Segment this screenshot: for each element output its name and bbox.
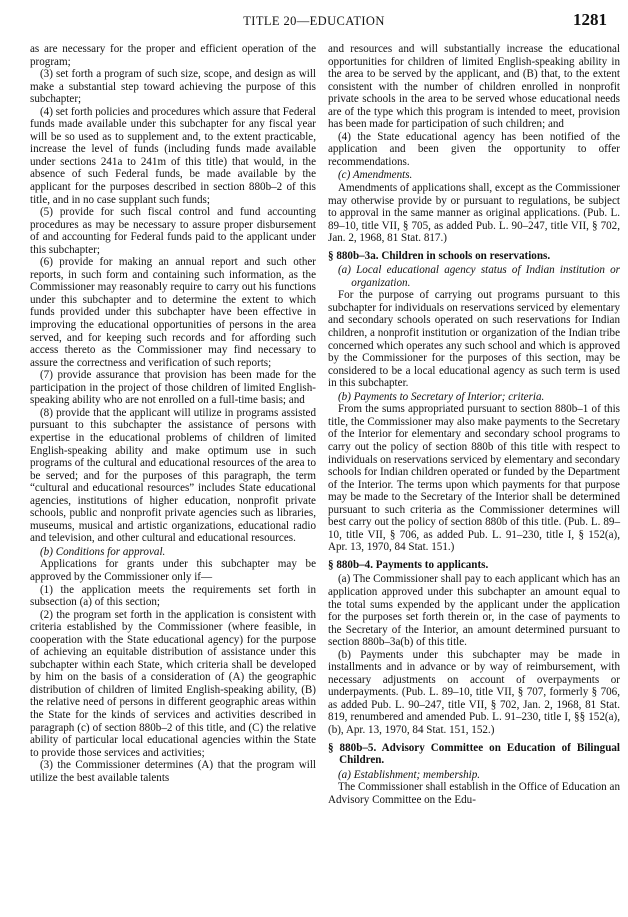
paragraph: (1) the application meets the requirements set forth in subsection (a) of this section; xyxy=(30,583,316,609)
subsection-b-label: (b) Conditions for approval. xyxy=(39,545,166,558)
page-number: 1281 xyxy=(573,10,607,29)
running-title: TITLE 20—EDUCATION xyxy=(243,14,385,28)
paragraph: For the purpose of carrying out programs pursuant to this subchapter for individuals on reservations serviced by elementary and secondary schools operated on such reservations for Indian children, a nonprofit institution or organization of the Indian tribe concerned which operates any such school and which is approved by the Commissioner for the purposes of this section, may be considered to be a local educational agency as such term is used in this subchapter. xyxy=(328,289,620,390)
paragraph: as are necessary for the proper and efficient operation of the program; xyxy=(30,43,316,68)
paragraph: (3) the Commissioner determines (A) that the program will utilize the best available talents xyxy=(30,759,316,784)
section-heading-880b-5: § 880b–5. Advisory Committee on Education of Bilingual Children. xyxy=(328,741,620,767)
paragraph: (6) provide for making an annual report and such other reports, in such form and containing such information, as the Commissioner may reasonably require to carry out his functions under this subchapter and to determine the extent to which funds provided under this subchapter have been effective in improving the educational opportunities of persons in the area served, and for keeping such records and for affording such access thereto as the Commissioner may find necessary to assure the correctness and verification of such reports; xyxy=(30,256,316,369)
subsection-heading xyxy=(328,391,620,404)
subsection-a-label: (a) Establishment; membership. xyxy=(337,768,481,781)
paragraph: The Commissioner shall establish in the Office of Education an Advisory Committee on the Edu- xyxy=(328,781,620,806)
subsection-heading xyxy=(328,264,620,289)
paragraph: Applications for grants under this subchapter may be approved by the Commissioner only if— xyxy=(30,558,316,583)
section-heading-880b-3a: § 880b–3a. Children in schools on reservations. xyxy=(328,249,551,262)
subsection-a-label: (a) Local educational agency status of Indian institution or organization. xyxy=(337,264,620,289)
paragraph: (b) Payments under this subchapter may be made in installments and in advance or by way of reimbursement, with necessary adjustments on account of overpayments or underpayments. (Pub. L. 89–10, title VII, § 707, formerly § 706, as added Pub. L. 90–247, title VII, § 702, Jan. 2, 1968, 81 Stat. 819, renumbered and amended Pub. L. 91–230, title I, §§ 152(a), (b), Apr. 13, 1970, 84 Stat. 151, 152.) xyxy=(328,648,620,736)
paragraph: Amendments of applications shall, except as the Commissioner may otherwise provide by or pursuant to regulations, be subject to approval in the same manner as original applications. (Pub. L. 89–10, title VII, § 705, as added Pub. L. 90–247, title VII, § 702, Jan. 2, 1968, 81 Stat. 817.) xyxy=(328,182,620,245)
left-column xyxy=(30,43,316,784)
paragraph: (2) the program set forth in the application is consistent with criteria established by the Commissioner (where feasible, in cooperation with the State educational agency) for the purpose of achieving an equitable distribution of assistance under this subchapter within each State, which criteria shall be developed by him on the basis of a consideration of (A) the geographic distribution of children of limited English-speaking ability, (B) the relative need of persons in different geographic areas within the State for the kinds of services and activities described in paragraph (c) of section 880b–2 of this title, and (C) the relative ability of particular local educational agencies within the State to provide those services and activities; xyxy=(30,608,316,759)
paragraph: (a) The Commissioner shall pay to each applicant which has an application approved under this subchapter an amount equal to the total sums expended by the applicant under the application for the purposes set forth therein or, in the case of payments to the Secretary of the Interior, an amount determined pursuant to section 880b–3a(b) of this title. xyxy=(328,573,620,649)
subsection-heading xyxy=(328,769,620,782)
paragraph: From the sums appropriated pursuant to section 880b–1 of this title, the Commissioner may also make payments to the Secretary of the Interior for elementary and secondary school programs to carry out the policy of section 880b of this title with respect to individuals on reservations serviced by elementary and secondary schools for Indian children operated or funded by the Department of the Interior. The terms upon which payments for that purpose may be made to the Secretary of the Interior shall be determined pursuant to such criteria as the Commissioner determines will best carry out the policy of section 880b of this title. (Pub. L. 89–10, title VII, § 706, as added Pub. L. 91–230, title I, § 152(a), Apr. 13, 1970, 84 Stat. 151.) xyxy=(328,403,620,554)
paragraph: and resources and will substantially increase the educational opportunities for children of limited English-speaking ability in the area to be served by the applicant, and (B) that, to the extent consistent with the number of children enrolled in nonprofit private schools in the area to be served whose educational needs are of the type which this program is intended to meet, provision has been made for participation of such children; and xyxy=(328,43,620,131)
subsection-heading xyxy=(30,546,316,559)
paragraph: (8) provide that the applicant will utilize in programs assisted pursuant to this subchapter the assistance of persons with expertise in the educational problems of children of limited English-speaking ability and make optimum use in such programs of the cultural and educational resources of the area to be served; and for the purposes of this paragraph, the term “cultural and educational resources” includes State educational agencies, institutions of higher education, nonprofit private schools, public and nonprofit private agencies such as libraries, museums, musical and artistic organizations, educational radio and television, and other cultural and educational resources. xyxy=(30,406,316,545)
paragraph: (5) provide for such fiscal control and fund accounting procedures as may be necessary to assure proper disbursement of and accounting for Federal funds paid to the applicant under this subchapter; xyxy=(30,206,316,256)
page-header xyxy=(0,10,628,32)
paragraph: (4) set forth policies and procedures which assure that Federal funds made available under this subchapter for any fiscal year will be so used as to supplement and, to the extent practicable, increase the level of funds (including funds made available under sections 241a to 241m of this title) that would, in the absence of such Federal funds, be made available by the applicant for the purposes described in section 880b–2 of this title, and in no case supplant such funds; xyxy=(30,105,316,206)
section-heading-880b-4: § 880b–4. Payments to applicants. xyxy=(328,558,489,571)
paragraph: (3) set forth a program of such size, scope, and design as will make a substantial step toward achieving the purpose of this subchapter; xyxy=(30,68,316,106)
subsection-c-label: (c) Amendments. xyxy=(337,169,413,182)
right-column xyxy=(328,43,620,806)
paragraph: (7) provide assurance that provision has been made for the participation in the project of those children of limited English-speaking ability who are not enrolled on a full-time basis; and xyxy=(30,369,316,407)
subsection-heading xyxy=(328,169,620,182)
subsection-b-label: (b) Payments to Secretary of Interior; criteria. xyxy=(337,390,545,403)
paragraph: (4) the State educational agency has been notified of the application and been given the opportunity to offer recommendations. xyxy=(328,130,620,168)
